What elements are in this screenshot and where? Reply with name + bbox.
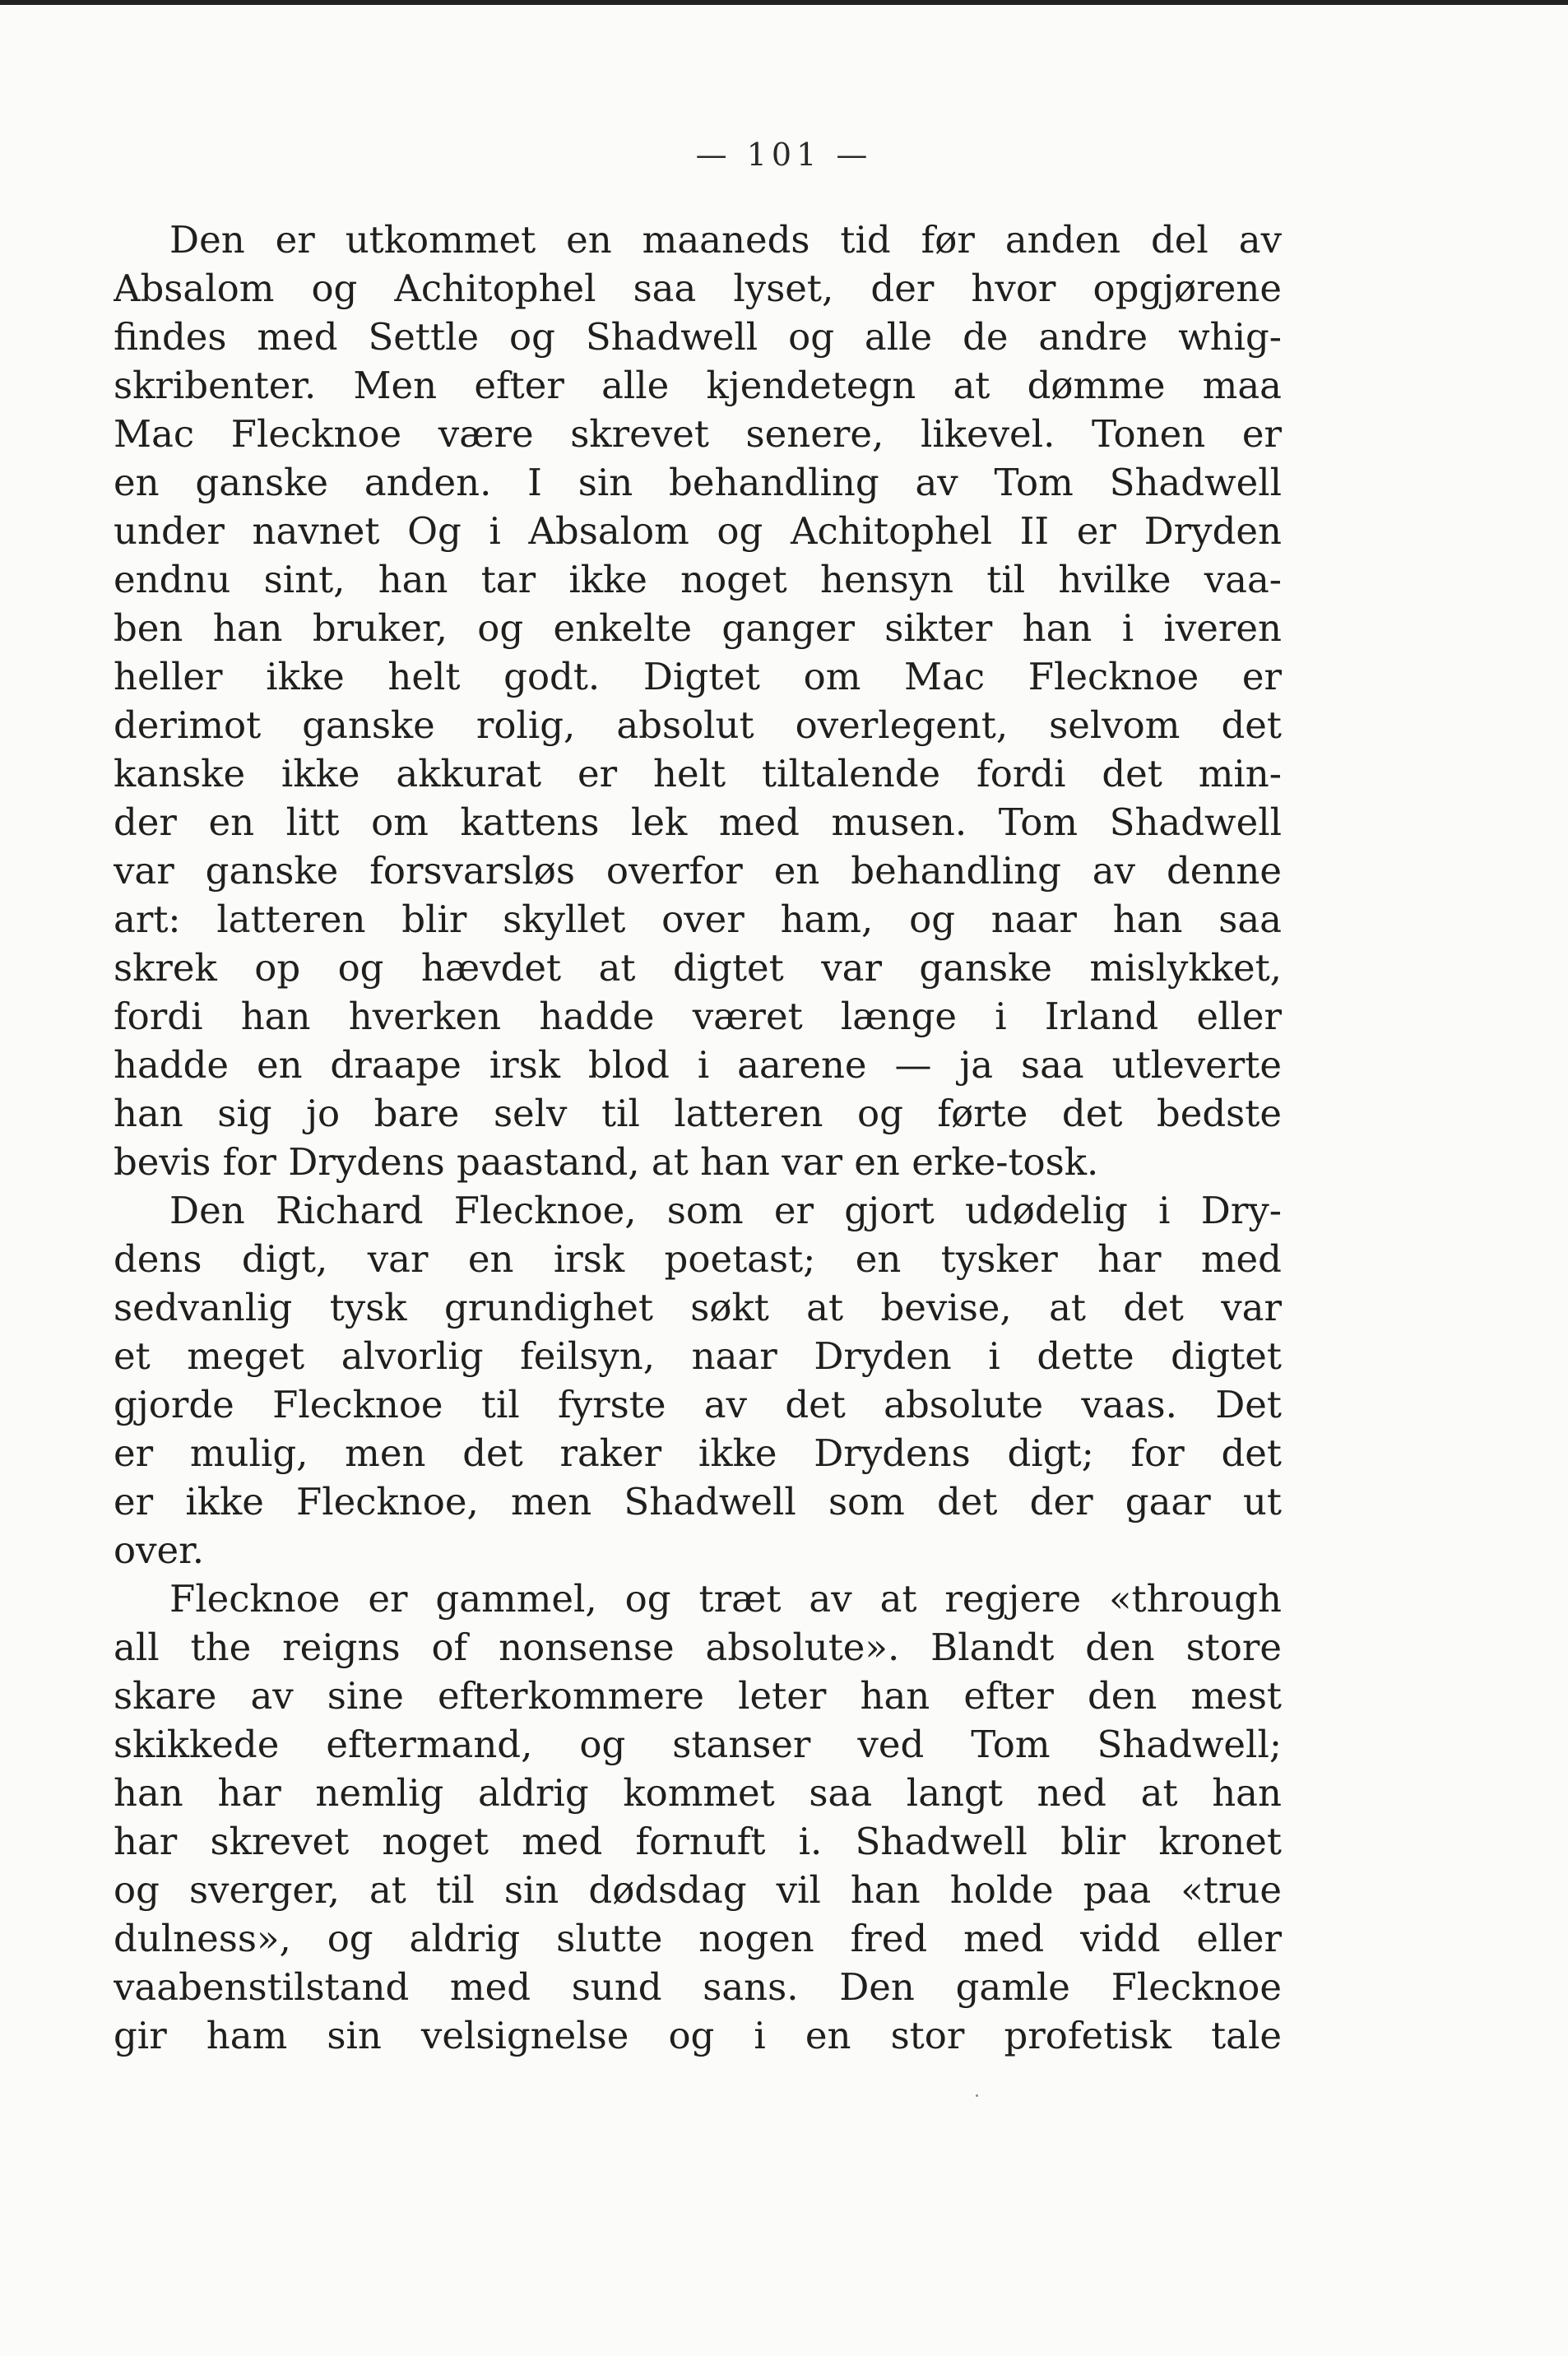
text-line: gir ham sin velsignelse og i en stor profetisk tale [114, 2014, 1282, 2057]
text-line: er ikke Flecknoe, men Shadwell som det der gaar ut [114, 1480, 1282, 1524]
text-line: og sverger, at til sin dødsdag vil han holde paa «true [114, 1868, 1282, 1912]
text-line: endnu sint, han tar ikke noget hensyn til hvilke vaa- [114, 558, 1282, 601]
text-line: fordi han hverken hadde været længe i Irland eller [114, 995, 1282, 1038]
text-line: gjorde Flecknoe til fyrste av det absolute vaas. Det [114, 1383, 1282, 1426]
text-line: all the reigns of nonsense absolute». Blandt den store [114, 1626, 1282, 1669]
text-line: han sig jo bare selv til latteren og førte det bedste [114, 1092, 1282, 1135]
text-line: Flecknoe er gammel, og træt av at regjere «through [169, 1577, 1282, 1621]
text-line: hadde en draape irsk blod i aarene — ja saa utleverte [114, 1043, 1282, 1087]
text-line: vaabenstilstand med sund sans. Den gamle Flecknoe [114, 1965, 1282, 2009]
text-line: skribenter. Men efter alle kjendetegn at dømme maa [114, 364, 1282, 407]
text-line: bevis for Drydens paastand, at han var en erke-tosk. [114, 1140, 1099, 1184]
text-line: et meget alvorlig feilsyn, naar Dryden i dette digtet [114, 1334, 1282, 1378]
print-speck [976, 2094, 978, 2097]
text-line: Absalom og Achitophel saa lyset, der hvor opgjørene [114, 267, 1282, 310]
text-line: er mulig, men det raker ikke Drydens digt; for det [114, 1431, 1282, 1475]
text-line: han har nemlig aldrig kommet saa langt ned at han [114, 1771, 1282, 1815]
text-line: har skrevet noget med fornuft i. Shadwell blir kronet [114, 1820, 1282, 1863]
text-line: over. [114, 1528, 205, 1572]
text-line: skrek op og hævdet at digtet var ganske mislykket, [114, 946, 1282, 990]
text-line: skare av sine efterkommere leter han efter den mest [114, 1674, 1282, 1718]
text-line: art: latteren blir skyllet over ham, og naar han saa [114, 897, 1282, 941]
text-line: heller ikke helt godt. Digtet om Mac Flecknoe er [114, 655, 1282, 698]
text-line: ben han bruker, og enkelte ganger sikter han i iveren [114, 606, 1282, 650]
text-line: kanske ikke akkurat er helt tiltalende fordi det min- [114, 752, 1282, 795]
body-text [114, 216, 1282, 2060]
text-line: dulness», og aldrig slutte nogen fred med vidd eller [114, 1917, 1282, 1960]
text-line: dens digt, var en irsk poetast; en tysker har med [114, 1237, 1282, 1281]
book-page [0, 5, 1568, 2356]
text-line: der en litt om kattens lek med musen. Tom Shadwell [114, 800, 1282, 844]
text-line: sedvanlig tysk grundighet søkt at bevise, at det var [114, 1286, 1282, 1329]
text-line: Den er utkommet en maaneds tid før anden del av [169, 218, 1282, 262]
text-line: Den Richard Flecknoe, som er gjort udødelig i Dry- [169, 1189, 1282, 1232]
text-line: en ganske anden. I sin behandling av Tom Shadwell [114, 461, 1282, 504]
page-number: — 101 — [695, 137, 873, 173]
text-line: under navnet Og i Absalom og Achitophel II er Dryden [114, 509, 1282, 553]
text-line: var ganske forsvarsløs overfor en behandling av denne [114, 849, 1282, 893]
text-line: derimot ganske rolig, absolut overlegent, selvom det [114, 703, 1282, 747]
text-line: Mac Flecknoe være skrevet senere, likevel. Tonen er [114, 412, 1282, 456]
text-line: findes med Settle og Shadwell og alle de andre whig- [114, 315, 1282, 359]
text-line: skikkede eftermand, og stanser ved Tom Shadwell; [114, 1723, 1282, 1766]
